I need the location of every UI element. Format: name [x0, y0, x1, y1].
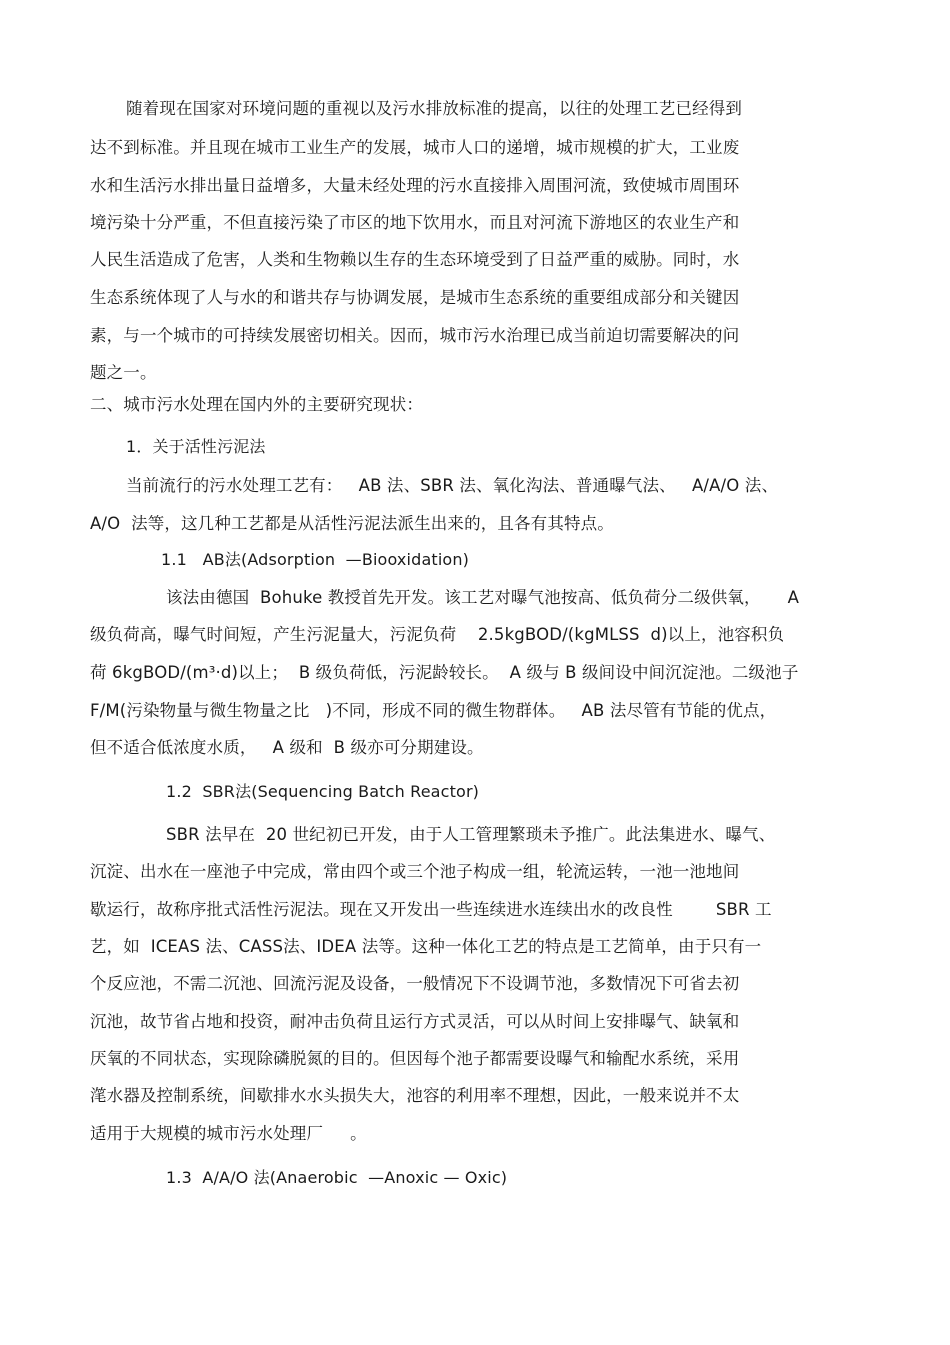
s11-line-1: 该法由德国 Bohuke 教授首先开发。该工艺对曝气池按高、低负荷分二级供氧， A [166, 588, 800, 607]
s12-line-4: 艺，如 ICEAS 法、CASS法、IDEA 法等。这种一体化工艺的特点是工艺简单，由于只有一 [90, 937, 762, 956]
s12-line-9: 适用于大规模的城市污水处理厂 。 [90, 1124, 367, 1143]
intro-line-5: 人民生活造成了危害，人类和生物赖以生存的生态环境受到了日益严重的威胁。同时，水 [90, 250, 740, 269]
intro-line-3: 水和生活污水排出量日益增多，大量未经处理的污水直接排入周围河流，致使城市周围环 [90, 176, 740, 195]
s12-line-6: 沉池，故节省占地和投资，耐冲击负荷且运行方式灵活，可以从时间上安排曝气、缺氧和 [90, 1012, 740, 1031]
intro-line-4: 境污染十分严重，不但直接污染了市区的地下饮用水，而且对河流下游地区的农业生产和 [90, 213, 740, 232]
s12-line-2: 沉淀、出水在一座池子中完成，常由四个或三个池子构成一组，轮流运转，一池一池地间 [90, 862, 740, 881]
section-1-3-heading: 1.3 A/A/O 法(Anaerobic —Anoxic — Oxic) [166, 1168, 508, 1187]
s12-line-1: SBR 法早在 20 世纪初已开发，由于人工管理繁琐未予推广。此法集进水、曝气、 [166, 825, 776, 844]
intro-line-8: 题之一。 [90, 363, 157, 382]
s12-line-3: 歇运行，故称序批式活性污泥法。现在又开发出一些连续进水连续出水的改良性 SBR 工 [90, 900, 772, 919]
section-2-heading: 二、城市污水处理在国内外的主要研究现状： [90, 395, 423, 414]
section-1-2-heading: 1.2 SBR法(Sequencing Batch Reactor) [166, 782, 480, 801]
s12-line-8: 滗水器及控制系统，间歇排水水头损失大，池容的利用率不理想，因此，一般来说并不太 [90, 1086, 740, 1105]
intro-line-2: 达不到标准。并且现在城市工业生产的发展，城市人口的递增，城市规模的扩大，工业废 [90, 138, 740, 157]
s12-line-7: 厌氧的不同状态，实现除磷脱氮的目的。但因每个池子都需要设曝气和输配水系统，采用 [90, 1049, 740, 1068]
processes-line-2: A/O 法等，这几种工艺都是从活性污泥法派生出来的，且各有其特点。 [90, 514, 614, 533]
subsection-1-heading: 1．关于活性污泥法 [126, 437, 266, 456]
s11-line-5: 但不适合低浓度水质， A 级和 B 级亦可分期建设。 [90, 738, 484, 757]
intro-line-1: 随着现在国家对环境问题的重视以及污水排放标准的提高，以往的处理工艺已经得到 [126, 99, 743, 118]
s12-line-5: 个反应池，不需二沉池、回流污泥及设备，一般情况下不设调节池，多数情况下可省去初 [90, 974, 740, 993]
intro-line-7: 素，与一个城市的可持续发展密切相关。因而，城市污水治理已成当前迫切需要解决的问 [90, 326, 740, 345]
s11-line-2: 级负荷高，曝气时间短，产生污泥量大，污泥负荷 2.5kgBOD/(kgMLSS d)以上，池容积负 [90, 625, 785, 644]
processes-line-1: 当前流行的污水处理工艺有： AB 法、SBR 法、氧化沟法、普通曝气法、 A/A/O 法、 [126, 476, 779, 495]
section-1-1-heading: 1.1 AB法(Adsorption —Biooxidation) [161, 550, 470, 569]
intro-line-6: 生态系统体现了人与水的和谐共存与协调发展，是城市生态系统的重要组成部分和关键因 [90, 288, 740, 307]
s11-line-4: F/M(污染物量与微生物量之比 )不同，形成不同的微生物群体。 AB 法尽管有节能的优点， [90, 701, 777, 720]
s11-line-3: 荷 6kgBOD/(m³·d)以上； B 级负荷低，污泥龄较长。 A 级与 B 级间设中间沉淀池。二级池子 [90, 663, 799, 682]
